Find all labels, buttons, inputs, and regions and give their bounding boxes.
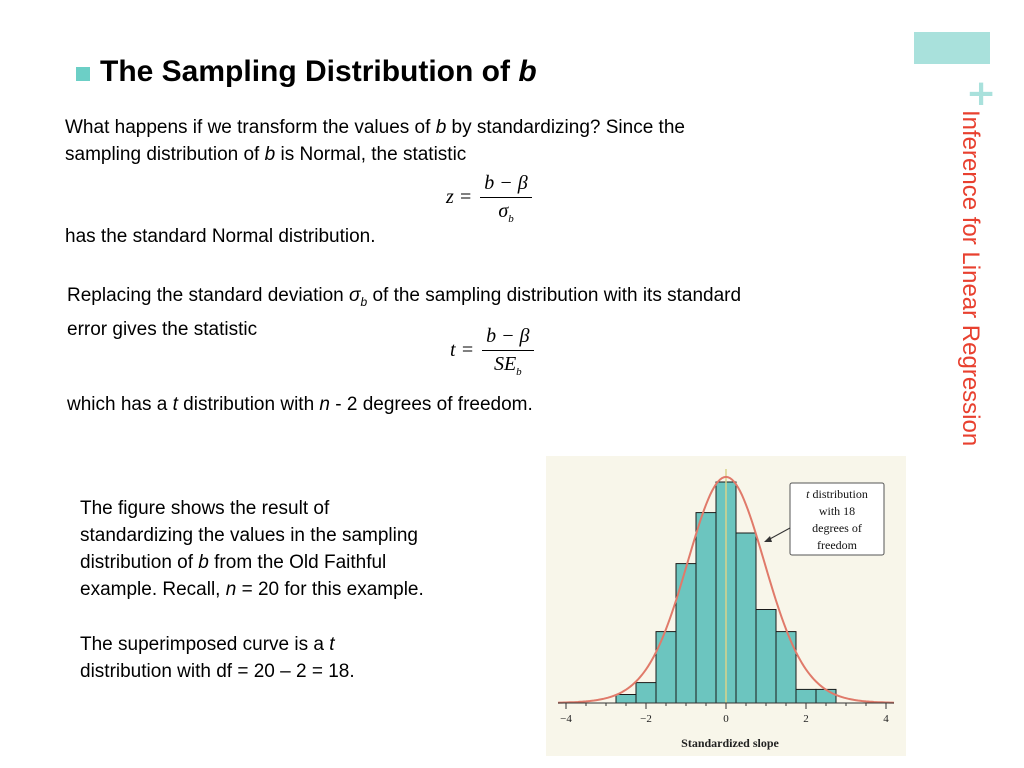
histogram-bar — [656, 632, 676, 703]
histogram-bar — [796, 689, 816, 703]
formula-t: t = $\frac{b - \beta}{SE_b}$ — [450, 325, 534, 378]
plus-icon: + — [966, 73, 997, 114]
annotation-text: degrees of — [812, 521, 862, 535]
histogram-bar — [676, 564, 696, 703]
x-tick-label: 2 — [803, 713, 809, 725]
x-axis-label: Standardized slope — [681, 736, 779, 750]
annotation-text: freedom — [817, 538, 857, 552]
paragraph-replacing: Replacing the standard deviation $\sigma_b$ of the sampling distribution with its standard error gives the statistic — [67, 285, 742, 340]
annotation-pointer — [768, 528, 790, 540]
histogram-svg — [546, 456, 906, 756]
x-tick-label: 4 — [883, 713, 889, 725]
histogram-bar — [776, 632, 796, 703]
histogram-bar — [816, 689, 836, 703]
paragraph-t-distribution: which has a t distribution with n - 2 degrees of freedom. — [67, 394, 533, 415]
x-tick-label: −2 — [640, 713, 652, 725]
x-tick-label: −4 — [560, 713, 572, 725]
histogram-bar — [756, 610, 776, 704]
histogram-chart — [546, 456, 906, 756]
histogram-bar — [696, 513, 716, 703]
paragraph-standardize: What happens if we transform the values of b by standardizing? Since the sampling distribution of b is Normal, the statistic — [65, 117, 685, 165]
histogram-bar — [736, 533, 756, 703]
annotation-arrowhead — [764, 536, 772, 542]
title-text: The Sampling Distribution of b — [100, 55, 537, 88]
annotation-text: with 18 — [818, 504, 856, 518]
paragraph-normal: has the standard Normal distribution. — [65, 226, 376, 247]
histogram-bar — [616, 695, 636, 704]
formula-z: z = $\frac{b - \beta}{\sigma_b}$ — [446, 172, 532, 225]
paragraph-figure: The figure shows the result of standardizing the values in the sampling distribution of b from the Old Faithful example. Recall, n = 20 for this example. — [80, 498, 424, 600]
square-bullet-icon — [76, 67, 90, 81]
histogram-bar — [636, 683, 656, 703]
annotation-text: t distribution — [806, 487, 868, 501]
x-tick-label: 0 — [723, 713, 729, 725]
slide-title — [76, 52, 537, 92]
accent-bar — [914, 32, 990, 64]
section-title: Inference for Linear Regression — [957, 110, 984, 447]
paragraph-curve: The superimposed curve is a t distribution with df = 20 – 2 = 18. — [80, 634, 355, 682]
